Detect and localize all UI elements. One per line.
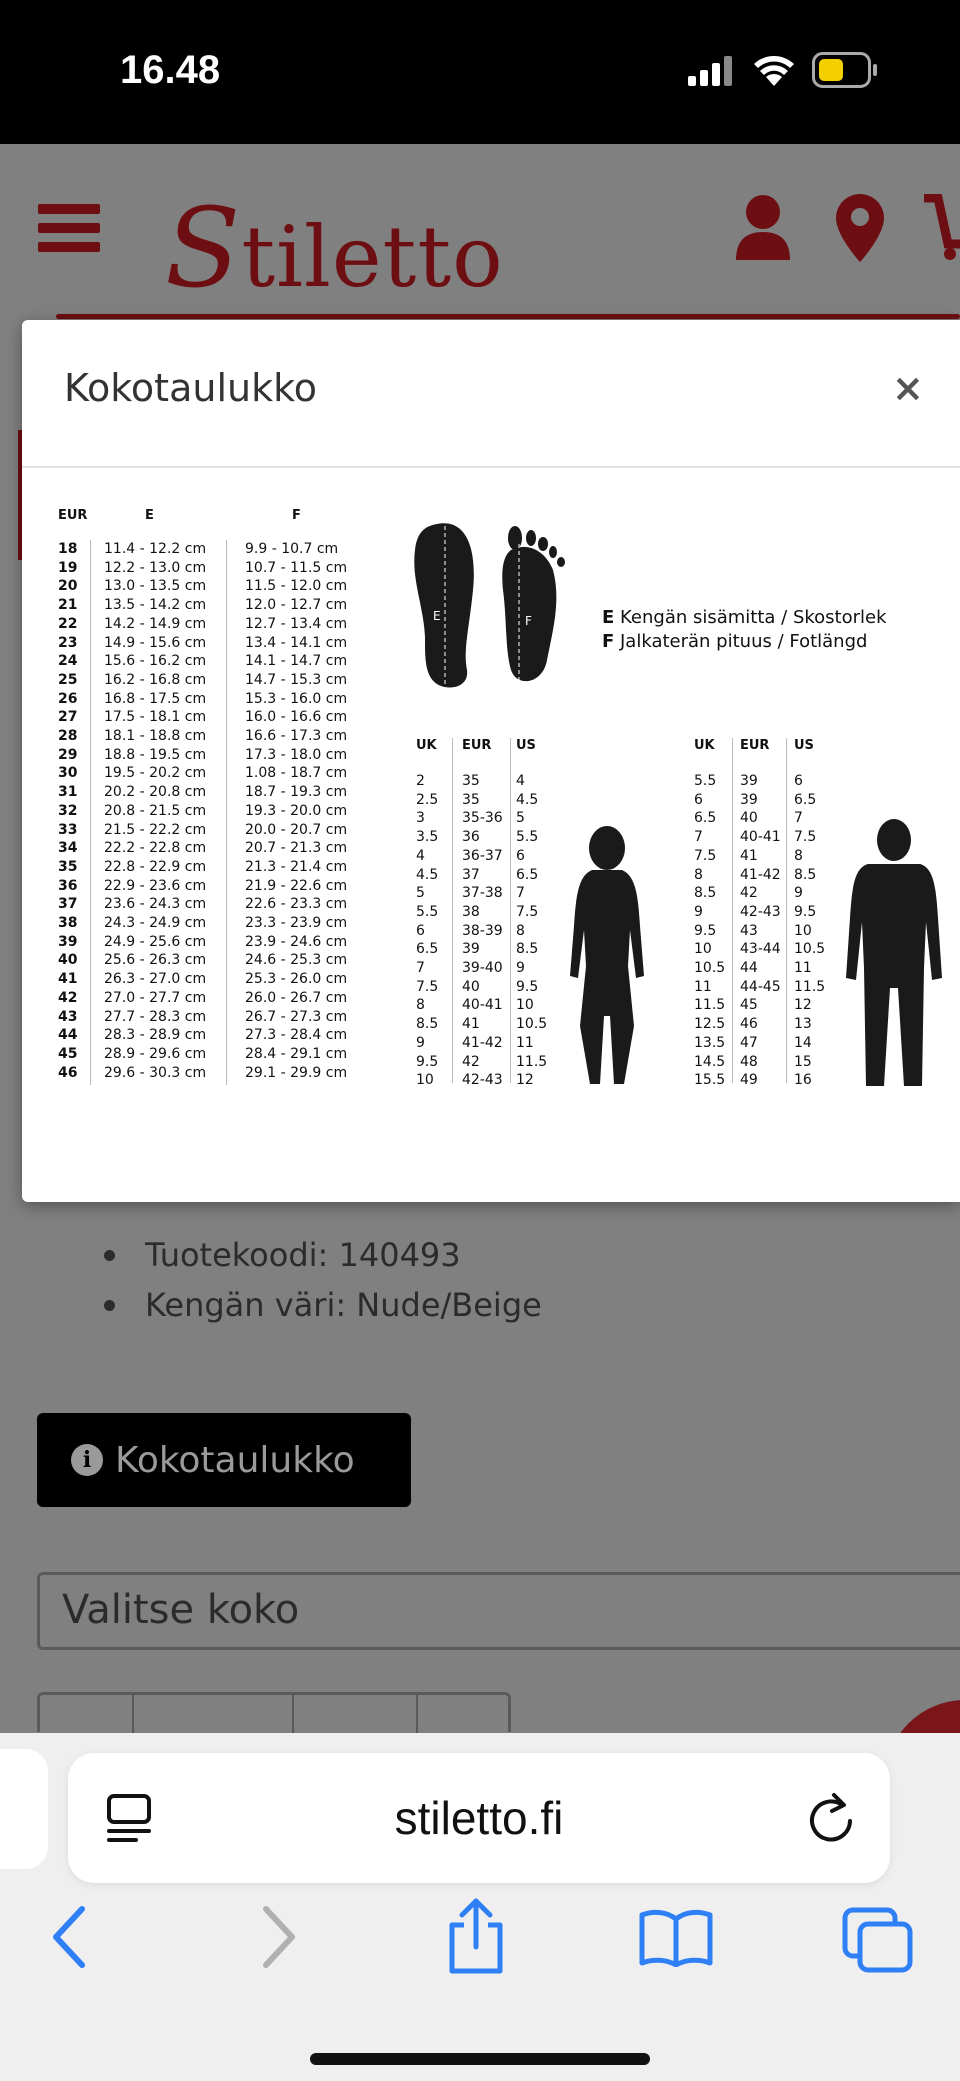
column-divider <box>452 738 453 1083</box>
size-chart-button-label: Kokotaulukko <box>115 1439 355 1481</box>
header-eur: EUR <box>58 508 88 523</box>
cart-icon[interactable] <box>924 194 960 262</box>
women-uk-column: 2 2.5 3 3.5 4 4.5 5 5.5 6 6.5 7 7.5 8 8.5 9 9.5 10 <box>416 773 439 1089</box>
legend-e: E Kengän sisämitta / Skostorlek <box>602 607 887 628</box>
status-time: 16.48 <box>120 48 221 92</box>
feet-diagram <box>407 520 577 690</box>
wifi-icon <box>752 52 796 86</box>
size-select[interactable]: Valitse koko <box>37 1572 960 1650</box>
product-color: Kengän väri: Nude/Beige <box>100 1280 542 1330</box>
battery-icon <box>812 52 878 88</box>
info-icon: i <box>71 1444 103 1476</box>
column-divider <box>786 738 787 1083</box>
men-header-uk: UK <box>694 738 715 753</box>
previous-tab-peek[interactable] <box>0 1749 48 1869</box>
men-header-us: US <box>794 738 814 753</box>
women-eur-column: 35 35 35-36 36 36-37 37 37-38 38 38-39 39 39-40 40 40-41 41 41-42 42 42-43 <box>462 773 503 1089</box>
size-chart-modal <box>22 320 960 1202</box>
eur-size-column: 18 19 20 21 22 23 24 25 26 27 28 29 30 31 32 33 34 35 36 37 38 39 40 41 42 43 44 45 46 <box>58 541 78 1081</box>
menu-icon[interactable] <box>38 204 100 254</box>
tabs-icon[interactable] <box>842 1907 914 1973</box>
f-measure-column: 9.9 - 10.7 cm 10.7 - 11.5 cm 11.5 - 12.0 cm 12.0 - 12.7 cm 12.7 - 13.4 cm 13.4 - 14.1 cm 14.1 - 14.7 cm 14.7 - 15.3 cm 15.3 - 16.0 cm 16.0 - 16.6 cm 16.6 - 17.3 cm 17.3 - 18.0 cm 1.08 - 18.7 cm 18.7 - 19.3 cm 19.3 - 20.0 cm 20.0 - 20.7 cm 20.7 - 21.3 cm 21.3 - 21.4 cm 21.9 - 22.6 cm 22.6 - 23.3 cm 23.3 - 23.9 cm 23.9 - 24.6 cm 24.6 - 25.3 cm 25.3 - 26.0 cm 26.0 - 26.7 cm 26.7 - 27.3 cm 27.3 - 28.4 cm 28.4 - 29.1 cm 29.1 - 29.9 cm <box>245 541 348 1081</box>
home-indicator[interactable] <box>310 2053 650 2065</box>
search-bar-outline <box>56 314 960 319</box>
size-chart-button[interactable] <box>37 1413 411 1507</box>
column-divider <box>90 540 91 1085</box>
stiletto-logo[interactable]: Stiletto <box>165 184 504 312</box>
product-details-list <box>100 1230 542 1330</box>
men-us-column: 6 6.5 7 7.5 8 8.5 9 9.5 10 10.5 11 11.5 12 13 14 15 16 <box>794 773 826 1089</box>
user-icon[interactable] <box>734 194 792 260</box>
close-icon[interactable]: × <box>892 366 924 410</box>
status-bar <box>0 0 960 144</box>
quantity-stepper[interactable] <box>37 1692 511 1732</box>
women-header-uk: UK <box>416 738 437 753</box>
men-eur-column: 39 39 40 40-41 41 41-42 42 42-43 43 43-44 44 44-45 45 46 47 48 49 <box>740 773 781 1089</box>
column-divider <box>732 738 733 1083</box>
men-header-eur: EUR <box>740 738 770 753</box>
size-chart-image <box>22 468 960 1200</box>
men-uk-column: 5.5 6 6.5 7 7.5 8 8.5 9 9.5 10 10.5 11 11.5 12.5 13.5 14.5 15.5 <box>694 773 726 1089</box>
bookmarks-icon[interactable] <box>638 1909 714 1967</box>
column-divider <box>510 738 511 1083</box>
foot-label-f: F <box>525 614 532 628</box>
column-divider <box>226 540 227 1085</box>
modal-header <box>22 320 960 468</box>
product-code: Tuotekoodi: 140493 <box>100 1230 542 1280</box>
address-bar[interactable] <box>68 1753 890 1883</box>
foot-label-e: E <box>433 609 441 623</box>
forward-icon[interactable] <box>258 1905 298 1969</box>
legend-f: F Jalkaterän pituus / Fotlängd <box>602 631 868 652</box>
woman-silhouette <box>562 826 652 1086</box>
header-e: E <box>145 508 154 523</box>
site-header <box>0 144 960 320</box>
share-icon[interactable] <box>446 1897 506 1975</box>
e-measure-column: 11.4 - 12.2 cm 12.2 - 13.0 cm 13.0 - 13.5 cm 13.5 - 14.2 cm 14.2 - 14.9 cm 14.9 - 15.6 cm 15.6 - 16.2 cm 16.2 - 16.8 cm 16.8 - 17.5 cm 17.5 - 18.1 cm 18.1 - 18.8 cm 18.8 - 19.5 cm 19.5 - 20.2 cm 20.2 - 20.8 cm 20.8 - 21.5 cm 21.5 - 22.2 cm 22.2 - 22.8 cm 22.8 - 22.9 cm 22.9 - 23.6 cm 23.6 - 24.3 cm 24.3 - 24.9 cm 24.9 - 25.6 cm 25.6 - 26.3 cm 26.3 - 27.0 cm 27.0 - 27.7 cm 27.7 - 28.3 cm 28.3 - 28.9 cm 28.9 - 29.6 cm 29.6 - 30.3 cm <box>104 541 207 1081</box>
url-text: stiletto.fi <box>394 1792 564 1844</box>
man-silhouette <box>844 818 944 1088</box>
modal-title: Kokotaulukko <box>64 366 317 410</box>
cellular-signal-icon <box>688 56 734 86</box>
header-f: F <box>292 508 301 523</box>
reload-icon[interactable] <box>808 1791 856 1845</box>
location-pin-icon[interactable] <box>836 194 884 262</box>
women-header-us: US <box>516 738 536 753</box>
women-header-eur: EUR <box>462 738 492 753</box>
safari-toolbar <box>0 1733 960 2081</box>
back-icon[interactable] <box>50 1905 90 1969</box>
women-us-column: 4 4.5 5 5.5 6 6.5 7 7.5 8 8.5 9 9.5 10 10.5 11 11.5 12 <box>516 773 548 1089</box>
